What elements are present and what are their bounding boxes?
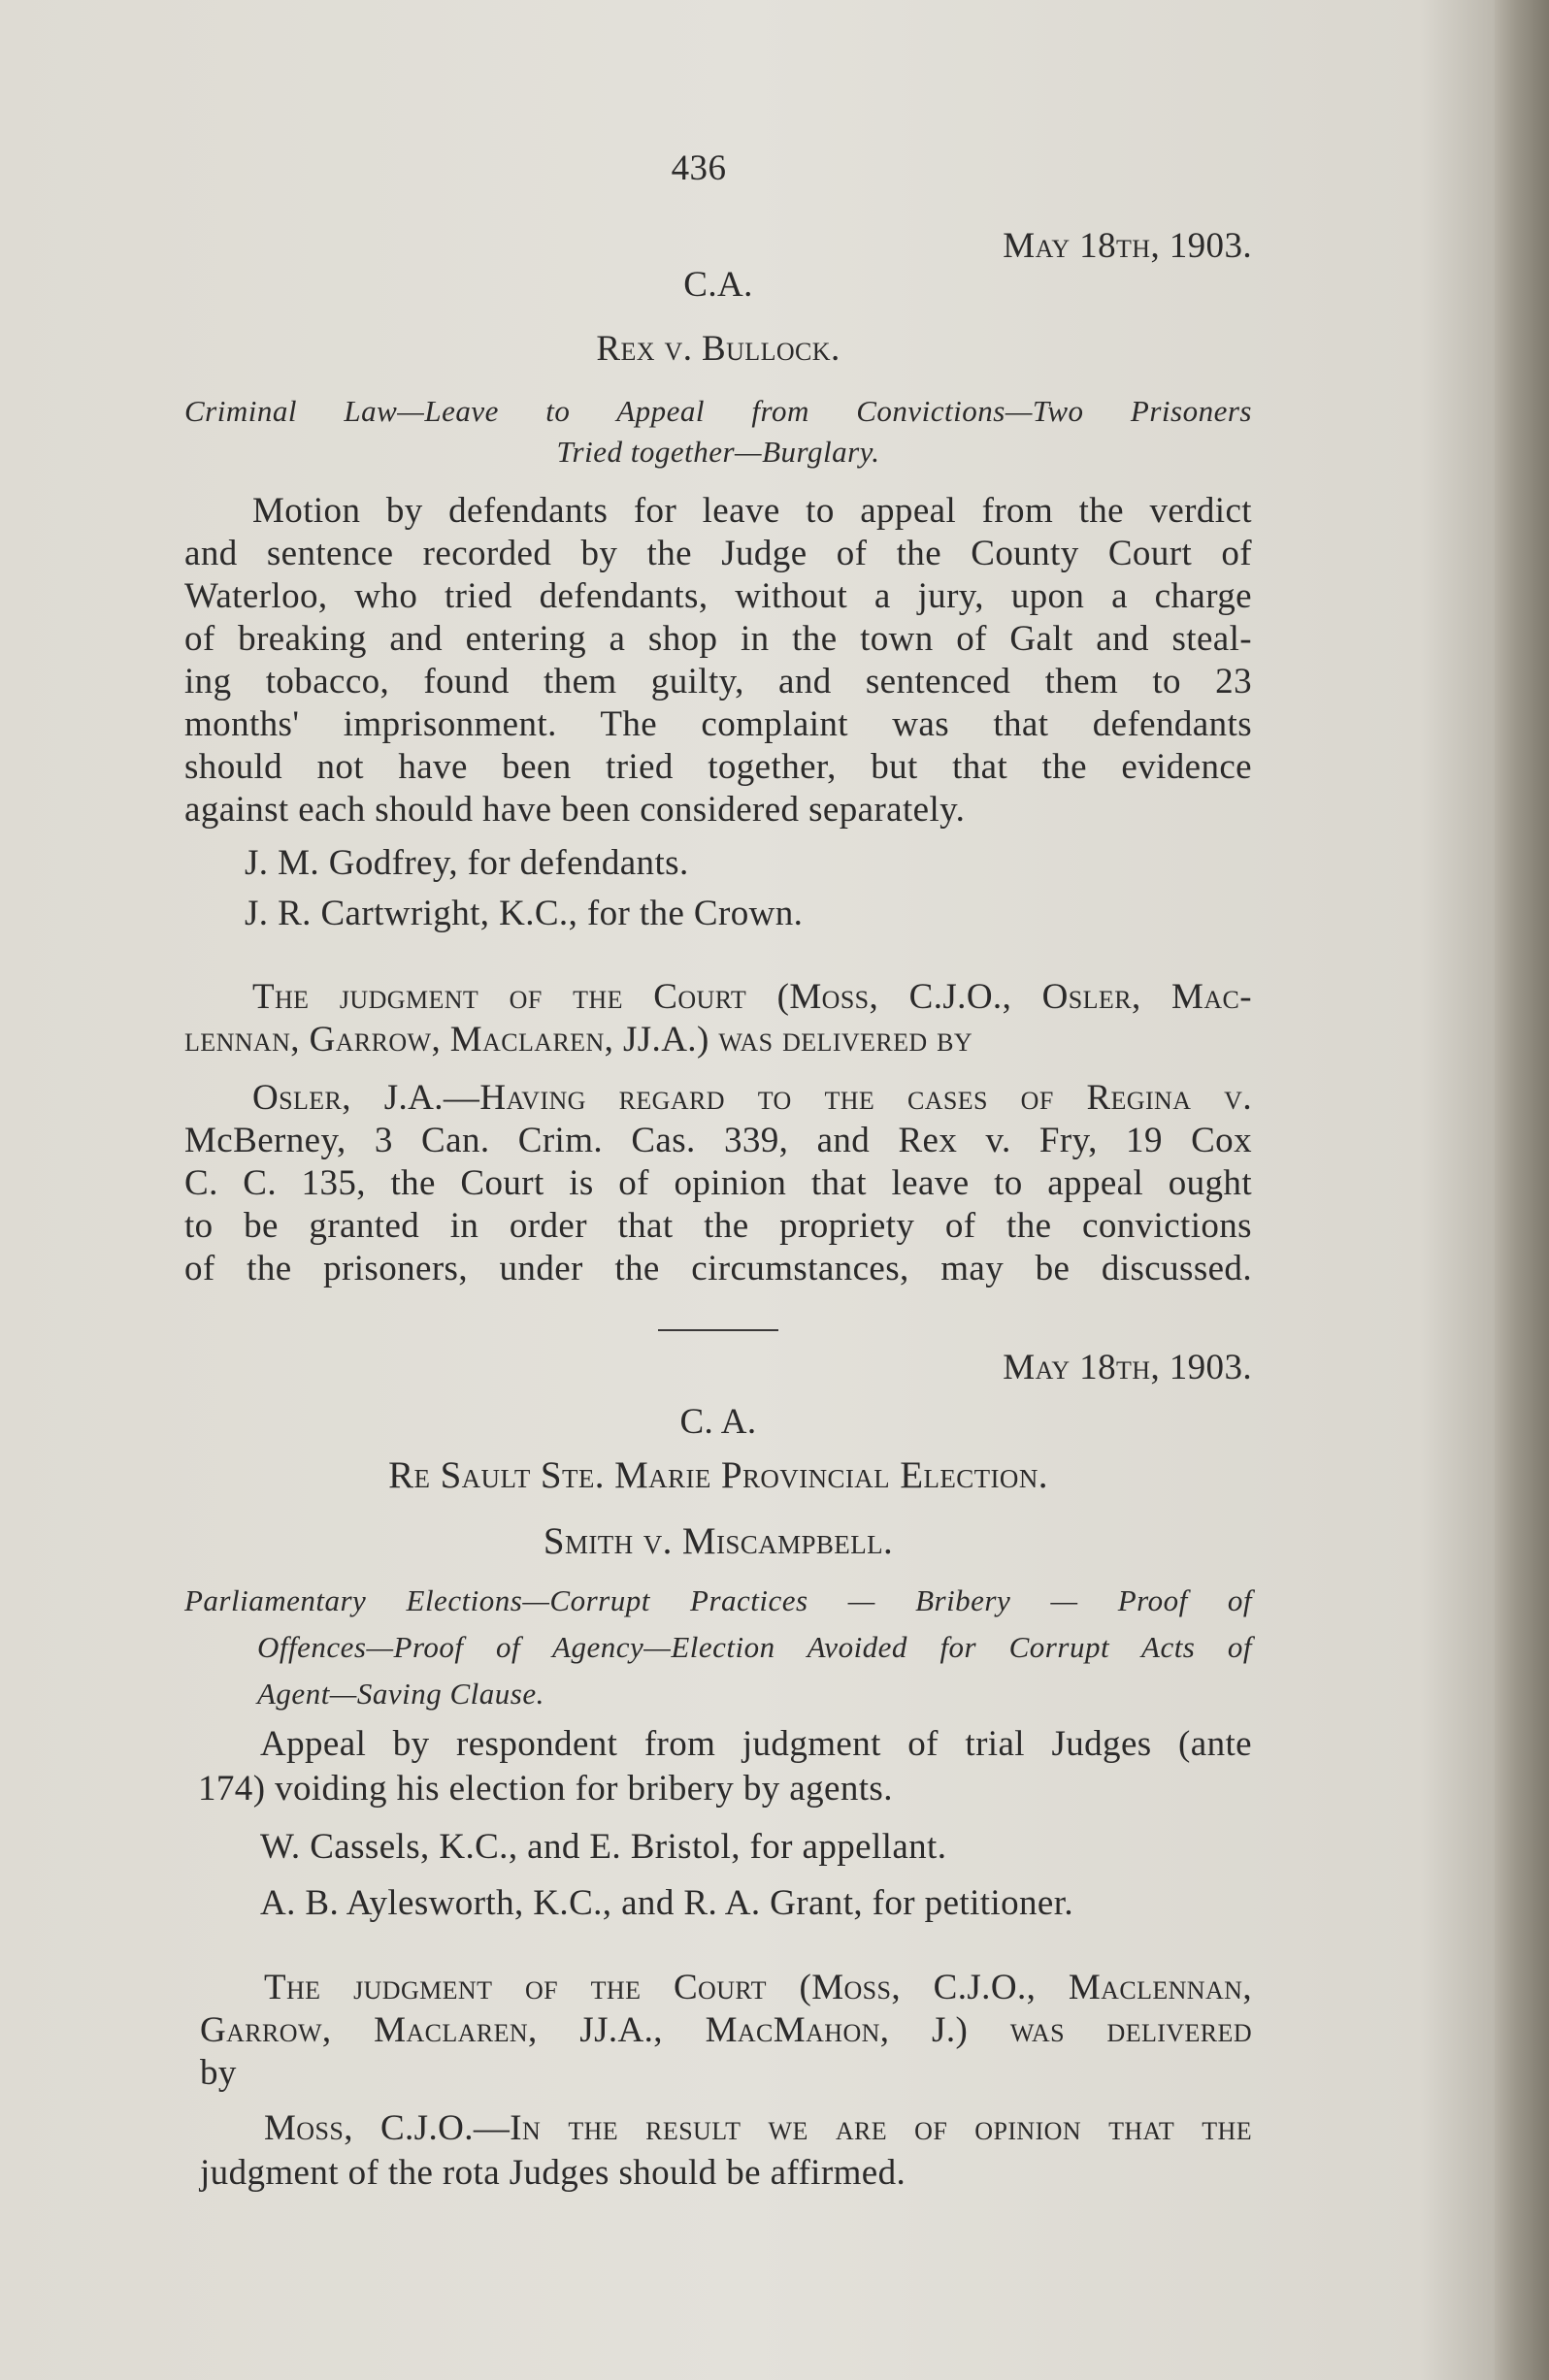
case2-judgment-intro: The judgment of the Court (Moss, C.J.O., Maclennan, <box>264 1968 1252 2007</box>
case1-judgment-intro: lennan, Garrow, Maclaren, JJ.A.) was delivered by <box>184 1020 973 1060</box>
case1-motion-line: Motion by defendants for leave to appeal from the verdict <box>252 491 1252 531</box>
case2-judgment-intro: by <box>200 2053 237 2093</box>
case2-counsel: W. Cassels, K.C., and E. Bristol, for appellant. <box>260 1827 947 1867</box>
page-number: 436 <box>671 148 727 188</box>
case2-subtitle: Smith v. Miscampbell. <box>543 1520 894 1562</box>
case1-motion-line: ing tobacco, found them guilty, and sentenced them to 23 <box>184 662 1252 701</box>
case2-headnote-line: Agent—Saving Clause. <box>257 1677 544 1711</box>
case1-opinion-line: McBerney, 3 Can. Crim. Cas. 339, and Rex v. Fry, 19 Cox <box>184 1121 1252 1160</box>
case1-motion-line: months' imprisonment. The complaint was that defendants <box>184 704 1252 744</box>
case2-counsel: A. B. Aylesworth, K.C., and R. A. Grant, for petitioner. <box>260 1883 1074 1923</box>
case2-headnote-line: Offences—Proof of Agency—Election Avoided for Corrupt Acts of <box>257 1630 1252 1664</box>
case1-motion-line: Waterloo, who tried defendants, without a jury, upon a charge <box>184 576 1252 616</box>
case1-counsel: J. R. Cartwright, K.C., for the Crown. <box>245 894 804 933</box>
case1-opinion-line: to be granted in order that the propriety of the convictions <box>184 1206 1252 1246</box>
case1-judgment-intro: The judgment of the Court (Moss, C.J.O., Osler, Mac- <box>252 977 1252 1017</box>
case1-court: C.A. <box>683 265 753 305</box>
case1-opinion-line: Osler, J.A.—Having regard to the cases of Regina v. <box>252 1078 1252 1118</box>
case1-headnote-line: Criminal Law—Leave to Appeal from Convictions—Two Prisoners <box>184 394 1252 428</box>
case1-motion-line: against each should have been considered separately. <box>184 790 966 830</box>
case1-opinion-line: of the prisoners, under the circumstances, may be discussed. <box>184 1249 1252 1288</box>
case1-headnote-line: Tried together—Burglary. <box>556 435 880 469</box>
section-divider <box>658 1329 778 1331</box>
case1-motion-line: and sentence recorded by the Judge of the County Court of <box>184 534 1252 573</box>
case1-counsel: J. M. Godfrey, for defendants. <box>245 843 689 883</box>
case2-appeal-line: Appeal by respondent from judgment of trial Judges (ante <box>260 1724 1252 1764</box>
case1-motion-line: of breaking and entering a shop in the town of Galt and steal- <box>184 619 1252 659</box>
case2-title: Re Sault Ste. Marie Provincial Election. <box>388 1454 1048 1496</box>
book-gutter <box>1495 0 1549 2380</box>
case2-appeal-line: 174) voiding his election for bribery by agents. <box>198 1769 893 1809</box>
case2-opinion-line: Moss, C.J.O.—In the result we are of opinion that the <box>264 2108 1252 2148</box>
case2-judgment-intro: Garrow, Maclaren, JJ.A., MacMahon, J.) was delivered <box>200 2010 1252 2050</box>
case2-date: May 18th, 1903. <box>1003 1348 1252 1387</box>
case1-opinion-line: C. C. 135, the Court is of opinion that leave to appeal ought <box>184 1163 1252 1203</box>
case1-title: Rex v. Bullock. <box>596 329 840 369</box>
case2-headnote-line: Parliamentary Elections—Corrupt Practices — Bribery — Proof of <box>184 1583 1252 1617</box>
case1-date: May 18th, 1903. <box>1003 226 1252 266</box>
case2-court: C. A. <box>679 1402 757 1442</box>
case2-opinion-line: judgment of the rota Judges should be affirmed. <box>200 2153 906 2193</box>
case1-motion-line: should not have been tried together, but that the evidence <box>184 747 1252 787</box>
